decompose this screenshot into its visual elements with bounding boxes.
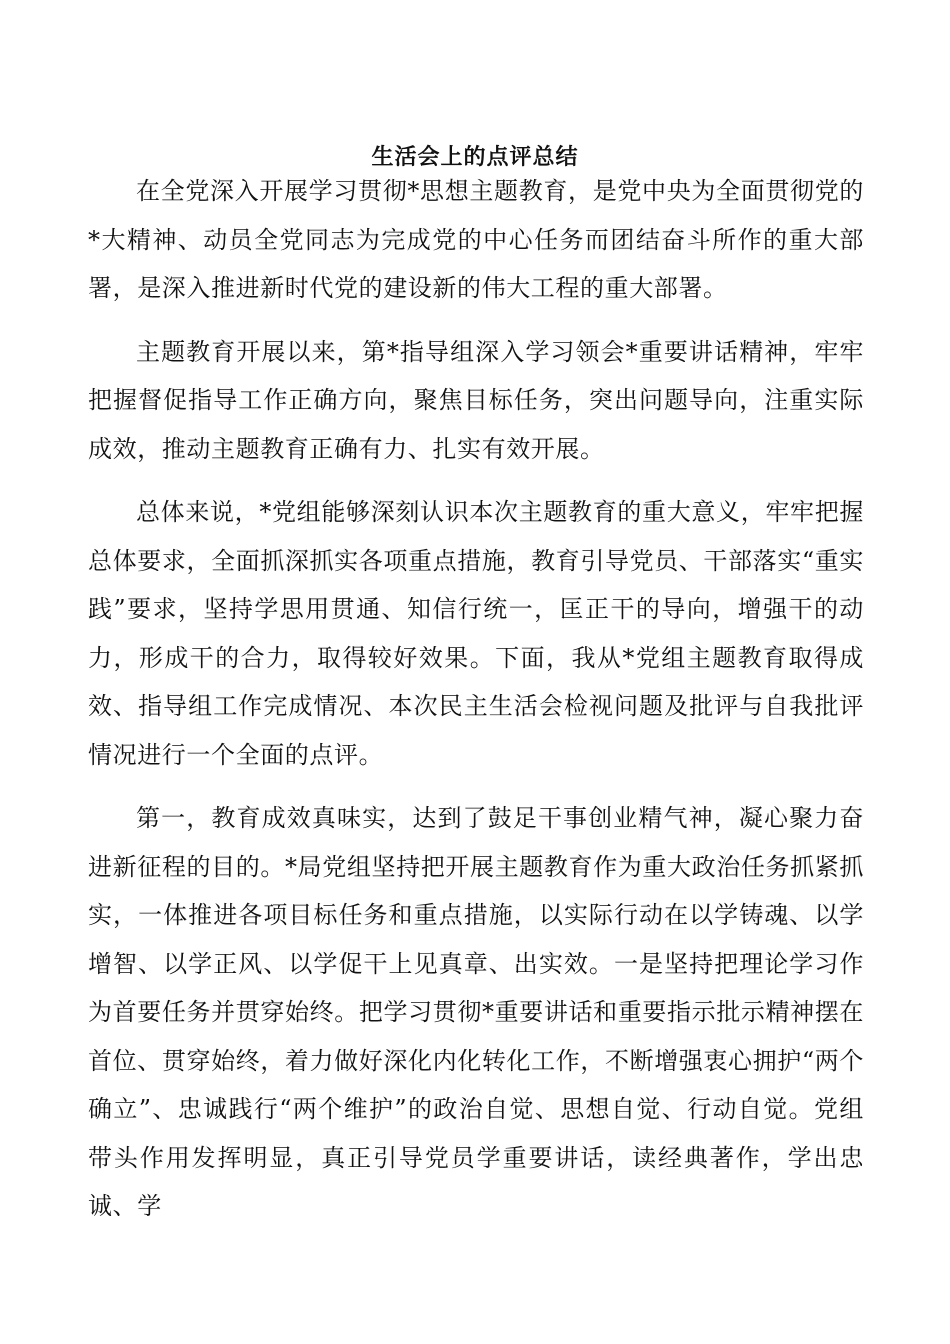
paragraph-4: 第一，教育成效真味实，达到了鼓足干事创业精气神，凝心聚力奋进新征程的目的。*局党组坚持把开展主题教育作为重大政治任务抓紧抓实，一体推进各项目标任务和重点措施，以实际行动在以学铸魂、以学增智、以学正风、以学促干上见真章、出实效。一是坚持把理论学习作为首要任务并贯穿始终。把学习贯彻*重要讲话和重要指示批示精神摆在首位、贯穿始终，着力做好深化内化转化工作，不断增强衷心拥护“两个确立”、忠诚践行“两个维护”的政治自觉、思想自觉、行动自觉。党组带头作用发挥明显，真正引导党员学重要讲话，读经典著作，学出忠诚、学	[88, 804, 864, 1220]
document-body	[88, 167, 864, 1231]
paragraph-2: 主题教育开展以来，第*指导组深入学习领会*重要讲话精神，牢牢把握督促指导工作正确方向，聚焦目标任务，突出问题导向，注重实际成效，推动主题教育正确有力、扎实有效开展。	[88, 337, 864, 463]
paragraph-3: 总体来说，*党组能够深刻认识本次主题教育的重大意义，牢牢把握总体要求，全面抓深抓实各项重点措施，教育引导党员、干部落实“重实践”要求，坚持学思用贯通、知信行统一，匡正干的导向，增强干的动力，形成干的合力，取得较好效果。下面，我从*党组主题教育取得成效、指导组工作完成情况、本次民主生活会检视问题及批评与自我批评情况进行一个全面的点评。	[88, 498, 864, 769]
paragraph-1: 在全党深入开展学习贯彻*思想主题教育，是党中央为全面贯彻党的*大精神、动员全党同志为完成党的中心任务而团结奋斗所作的重大部署，是深入推进新时代党的建设新的伟大工程的重大部署。	[88, 177, 864, 302]
document-title: 生活会上的点评总结	[371, 145, 579, 170]
